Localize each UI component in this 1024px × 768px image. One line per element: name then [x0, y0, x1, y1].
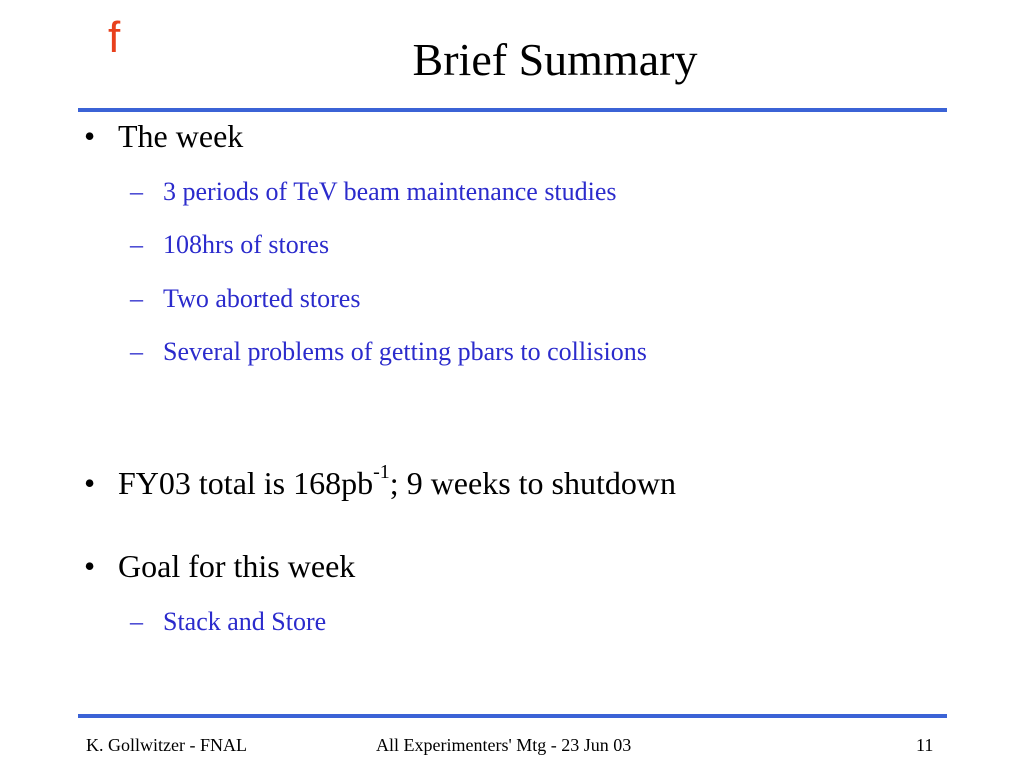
footer-author: K. Gollwitzer - FNAL: [86, 735, 247, 755]
sub-item-text: 108hrs of stores: [163, 230, 330, 259]
sub-item: [130, 335, 647, 369]
sub-item-text: 3 periods of TeV beam maintenance studies: [163, 177, 617, 206]
bullet-text: The week: [118, 118, 244, 154]
footer-divider: [78, 714, 947, 718]
dash-marker: –: [130, 337, 143, 366]
fermilab-logo: f: [108, 13, 121, 62]
dash-marker: –: [130, 177, 143, 206]
bullet-marker: •: [84, 118, 96, 154]
sub-item-text: Stack and Store: [163, 607, 327, 636]
bullet-fy03-total: [84, 463, 676, 503]
dash-marker: –: [130, 230, 143, 259]
dash-marker: –: [130, 284, 143, 313]
bullet-marker: •: [84, 465, 96, 501]
sub-item-text: Several problems of getting pbars to collisions: [163, 337, 647, 366]
title-divider: [78, 108, 947, 112]
bullet-the-week: [84, 116, 243, 156]
footer-meeting: All Experimenters' Mtg - 23 Jun 03: [376, 735, 632, 755]
bullet-marker: •: [84, 548, 96, 584]
bullet-superscript: -1: [373, 461, 390, 484]
dash-marker: –: [130, 607, 143, 636]
slide-title: Brief Summary: [412, 34, 698, 85]
bullet-text: FY03 total is 168pb: [118, 465, 374, 501]
sub-item: [130, 175, 617, 209]
sub-item: [130, 605, 326, 639]
sub-item-text: Two aborted stores: [163, 284, 361, 313]
bullet-text-tail: ; 9 weeks to shutdown: [389, 465, 676, 501]
bullet-goal: [84, 546, 355, 586]
sub-item: [130, 228, 329, 262]
sub-item: [130, 282, 360, 316]
footer-page-number: 11: [916, 735, 934, 755]
bullet-text: Goal for this week: [118, 548, 356, 584]
